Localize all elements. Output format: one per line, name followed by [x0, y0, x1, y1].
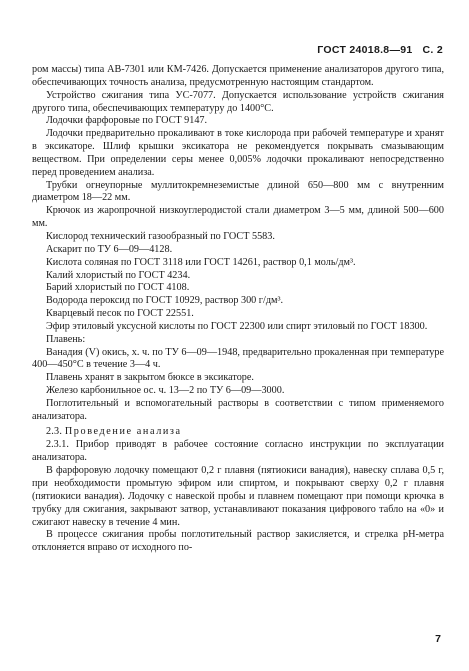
paragraph: Трубки огнеупорные муллитокремнеземистые длиной 650—800 мм с внутренним диаметром 18—22 мм. — [32, 179, 444, 204]
paragraph: Барий хлористый по ГОСТ 4108. — [46, 282, 190, 294]
paragraph: В фарфоровую лодочку помещают 0,2 г плавня (пятиокиси ванадия), навеску сплава 0,5 г, при необходимости промытую эфиром или спиртом, и покрывают сверху 0,2 г плавня (пятиокиси ванадия). Лодочку с навеской пробы и плавнем помещают при помощи крючка в трубку для сжигания, закрывают затвор, устанавливают показания цифрового табло на «0» и сжигают навеску в течение 4 мин. — [32, 465, 444, 528]
standard-number: ГОСТ 24018.8—91 — [317, 44, 413, 56]
paragraph: Железо карбонильное ос. ч. 13—2 по ТУ 6—09—3000. — [46, 385, 285, 397]
section-title: Проведение анализа — [64, 425, 182, 437]
document-body — [32, 64, 444, 555]
paragraph: Плавень хранят в закрытом бюксе в эксикаторе. — [46, 372, 254, 384]
paragraph: ром массы) типа АВ-7301 или КМ-7426. Допускается применение анализаторов другого типа, обеспечивающих точность анализа, предусмотренную настоящим стандартом. — [32, 64, 444, 88]
page-header — [317, 44, 443, 56]
paragraph: Кварцевый песок по ГОСТ 22551. — [46, 308, 194, 320]
section-number: 2.3. — [46, 425, 63, 437]
page-number: 7 — [435, 633, 441, 645]
paragraph: Аскарит по ТУ 6—09—4128. — [46, 243, 173, 255]
paragraph: Плавень: — [46, 333, 86, 345]
paragraph: Эфир этиловый уксусной кислоты по ГОСТ 22300 или спирт этиловый по ГОСТ 18300. — [46, 320, 428, 332]
paragraph: Лодочки предварительно прокаливают в токе кислорода при рабочей температуре и хранят в эксикаторе. Шлиф крышки эксикатора не рекомендуется покрывать смазывающим веществом. При определении серы менее 0,005% лодочки прокаливают непосредственно перед проведением анализа. — [32, 128, 444, 178]
paragraph: Кислород технический газообразный по ГОСТ 5583. — [46, 230, 275, 242]
paragraph: Кислота соляная по ГОСТ 3118 или ГОСТ 14261, раствор 0,1 моль/дм³. — [46, 256, 356, 268]
paragraph: В процессе сжигания пробы поглотительный раствор закисляется, и стрелка рН-метра отклоняется вправо от исходного по- — [32, 529, 444, 554]
section-heading — [32, 426, 444, 439]
paragraph: Ванадия (V) окись, х. ч. по ТУ 6—09—1948, предварительно прокаленная при температуре 400—450°С в течение 3—4 ч. — [32, 346, 444, 371]
paragraph: Крючок из жаропрочной низкоуглеродистой стали диаметром 3—5 мм, длиной 500—600 мм. — [32, 205, 444, 230]
paragraph: Калий хлористый по ГОСТ 4234. — [46, 269, 191, 281]
paragraph: Водорода пероксид по ГОСТ 10929, раствор 300 г/дм³. — [46, 295, 284, 307]
paragraph: Лодочки фарфоровые по ГОСТ 9147. — [46, 115, 208, 127]
paragraph: Устройство сжигания типа УС-7077. Допускается использование устройств сжигания другого типа, обеспечивающих температуру до 1400°С. — [32, 89, 444, 114]
paragraph: 2.3.1. Прибор приводят в рабочее состояние согласно инструкции по эксплуатации анализатора. — [32, 439, 444, 464]
paragraph: Поглотительный и вспомогательный растворы в соответствии с типом применяемого анализатора. — [32, 397, 444, 422]
page-label: С. 2 — [422, 44, 443, 56]
